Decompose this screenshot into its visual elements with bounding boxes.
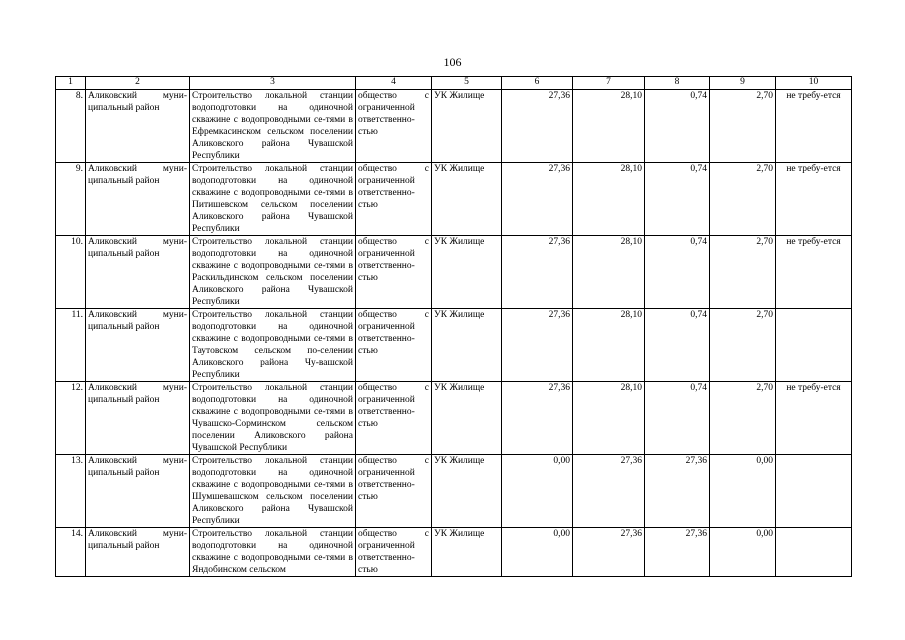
value-col7-cell: 28,10	[573, 90, 645, 163]
value-col9-cell: 2,70	[710, 309, 776, 382]
value-col6-cell: 0,00	[502, 455, 573, 528]
row-number: 13.	[56, 455, 86, 528]
district-cell: Аликовский муни-ципальный район	[86, 528, 190, 577]
org-type-cell: общество с ограниченной ответственно-стью	[356, 163, 432, 236]
value-col7-cell: 28,10	[573, 309, 645, 382]
value-col6-cell: 27,36	[502, 236, 573, 309]
value-col8-cell: 27,36	[645, 455, 710, 528]
table-row	[56, 455, 852, 528]
value-col8-cell: 0,74	[645, 382, 710, 455]
org-type-cell: общество с ограниченной ответственно-стью	[356, 455, 432, 528]
value-col9-cell: 2,70	[710, 236, 776, 309]
table-header-row	[56, 77, 852, 90]
page-number: 106	[443, 55, 462, 69]
value-col9-cell: 0,00	[710, 455, 776, 528]
value-col8-cell: 0,74	[645, 163, 710, 236]
org-name-cell: УК Жилище	[432, 163, 502, 236]
note-cell: не требу-ется	[776, 236, 852, 309]
value-col9-cell: 2,70	[710, 163, 776, 236]
row-number: 12.	[56, 382, 86, 455]
column-header-1: 1	[56, 77, 86, 90]
value-col6-cell: 0,00	[502, 528, 573, 577]
column-header-3: 3	[190, 77, 356, 90]
value-col7-cell: 28,10	[573, 163, 645, 236]
project-cell: Строительство локальной станции водоподготовки на одиночной скважине с водопроводными се-тями в Питишевском сельском поселении Аликовского района Чувашской Республики	[190, 163, 356, 236]
value-col9-cell: 0,00	[710, 528, 776, 577]
column-header-10: 10	[776, 77, 852, 90]
project-cell: Строительство локальной станции водоподготовки на одиночной скважине с водопроводными се-тями в Раскильдинском сельском поселении Аликовского района Чувашской Республики	[190, 236, 356, 309]
org-type-cell: общество с ограниченной ответственно-стью	[356, 382, 432, 455]
table-row	[56, 90, 852, 163]
district-cell: Аликовский муни-ципальный район	[86, 90, 190, 163]
row-number: 8.	[56, 90, 86, 163]
org-type-cell: общество с ограниченной ответственно-стью	[356, 236, 432, 309]
column-header-2: 2	[86, 77, 190, 90]
org-name-cell: УК Жилище	[432, 309, 502, 382]
column-header-8: 8	[645, 77, 710, 90]
district-cell: Аликовский муни-ципальный район	[86, 163, 190, 236]
note-cell	[776, 309, 852, 382]
note-cell	[776, 455, 852, 528]
project-cell: Строительство локальной станции водоподготовки на одиночной скважине с водопроводными се-тями в Таутовском сельском по-селении Аликовского района Чу-вашской Республики	[190, 309, 356, 382]
table-row	[56, 528, 852, 577]
value-col9-cell: 2,70	[710, 382, 776, 455]
project-cell: Строительство локальной станции водоподготовки на одиночной скважине с водопроводными се-тями в Шумшевашском сельском поселении Аликовского района Чувашской Республики	[190, 455, 356, 528]
value-col6-cell: 27,36	[502, 309, 573, 382]
org-name-cell: УК Жилище	[432, 382, 502, 455]
project-cell: Строительство локальной станции водоподготовки на одиночной скважине с водопроводными се-тями в Чувашско-Сорминском сельском поселении Аликовского района Чувашской Республики	[190, 382, 356, 455]
district-cell: Аликовский муни-ципальный район	[86, 236, 190, 309]
note-cell: не требу-ется	[776, 90, 852, 163]
value-col8-cell: 0,74	[645, 236, 710, 309]
row-number: 11.	[56, 309, 86, 382]
value-col7-cell: 27,36	[573, 528, 645, 577]
district-cell: Аликовский муни-ципальный район	[86, 455, 190, 528]
row-number: 14.	[56, 528, 86, 577]
note-cell: не требу-ется	[776, 382, 852, 455]
column-header-7: 7	[573, 77, 645, 90]
row-number: 10.	[56, 236, 86, 309]
table-row	[56, 163, 852, 236]
column-header-6: 6	[502, 77, 573, 90]
registry-table	[55, 76, 852, 577]
org-type-cell: общество с ограниченной ответственно-стью	[356, 309, 432, 382]
value-col7-cell: 28,10	[573, 382, 645, 455]
note-cell: не требу-ется	[776, 163, 852, 236]
value-col8-cell: 0,74	[645, 90, 710, 163]
org-name-cell: УК Жилище	[432, 455, 502, 528]
value-col6-cell: 27,36	[502, 90, 573, 163]
project-cell: Строительство локальной станции водоподготовки на одиночной скважине с водопроводными се-тями в Ефремкасинском сельском поселении Аликовского района Чувашской Республики	[190, 90, 356, 163]
note-cell	[776, 528, 852, 577]
value-col7-cell: 27,36	[573, 455, 645, 528]
org-type-cell: общество с ограниченной ответственно-стью	[356, 90, 432, 163]
value-col8-cell: 27,36	[645, 528, 710, 577]
column-header-5: 5	[432, 77, 502, 90]
table-row	[56, 236, 852, 309]
district-cell: Аликовский муни-ципальный район	[86, 382, 190, 455]
org-name-cell: УК Жилище	[432, 528, 502, 577]
column-header-4: 4	[356, 77, 432, 90]
column-header-9: 9	[710, 77, 776, 90]
value-col6-cell: 27,36	[502, 382, 573, 455]
value-col7-cell: 28,10	[573, 236, 645, 309]
value-col8-cell: 0,74	[645, 309, 710, 382]
value-col6-cell: 27,36	[502, 163, 573, 236]
org-type-cell: общество с ограниченной ответственно-стью	[356, 528, 432, 577]
org-name-cell: УК Жилище	[432, 90, 502, 163]
project-cell: Строительство локальной станции водоподготовки на одиночной скважине с водопроводными се-тями в Яндобинском сельском	[190, 528, 356, 577]
table-row	[56, 382, 852, 455]
value-col9-cell: 2,70	[710, 90, 776, 163]
district-cell: Аликовский муни-ципальный район	[86, 309, 190, 382]
row-number: 9.	[56, 163, 86, 236]
org-name-cell: УК Жилище	[432, 236, 502, 309]
table-row	[56, 309, 852, 382]
